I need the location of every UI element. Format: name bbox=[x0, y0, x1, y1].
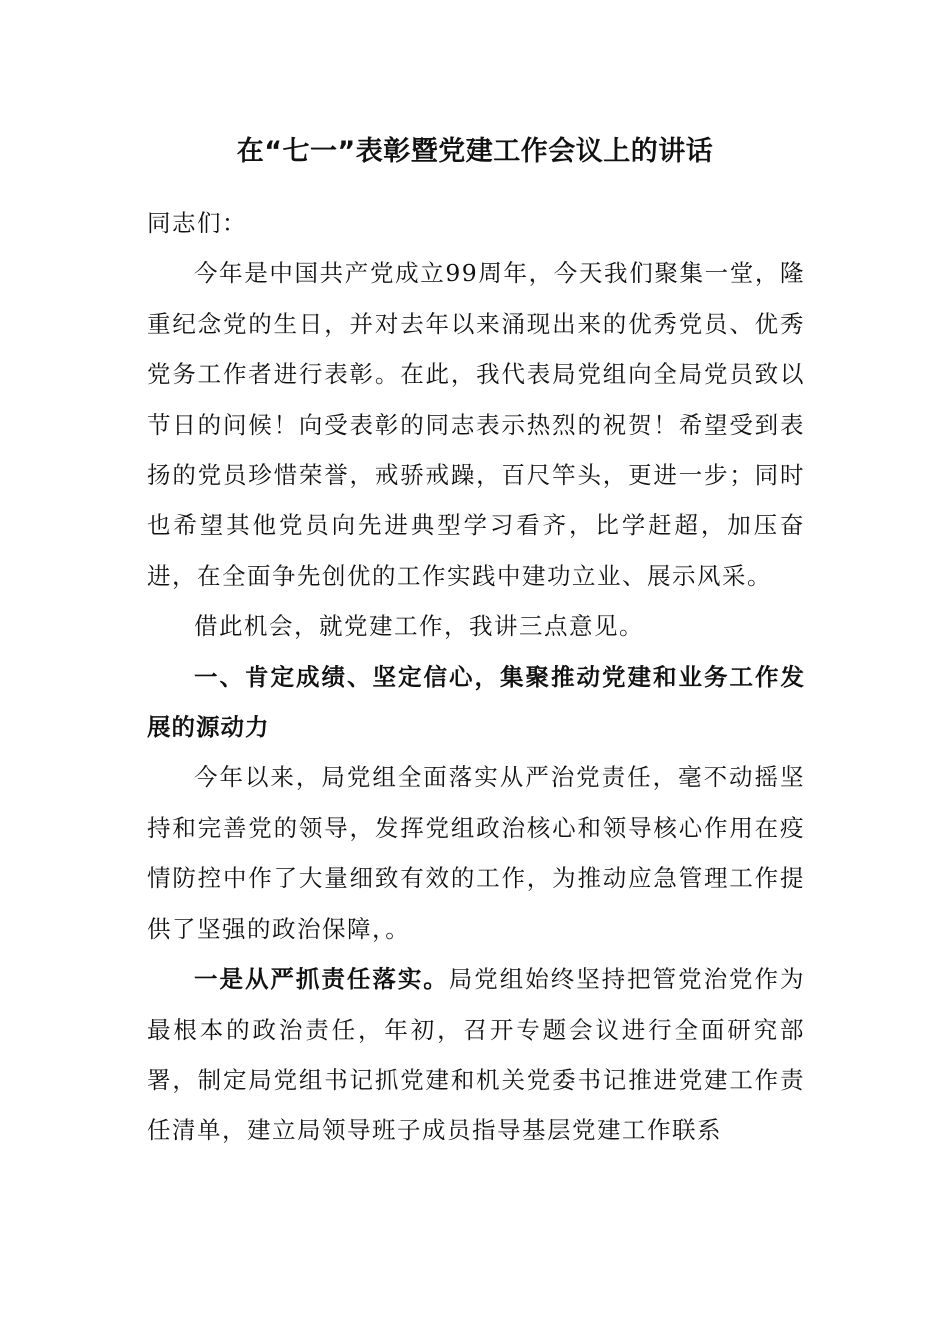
paragraph-intro: 今年是中国共产党成立99周年，今天我们聚集一堂，隆重纪念党的生日，并对去年以来涌现出来的优秀党员、优秀党务工作者进行表彰。在此，我代表局党组向全局党员致以节日的问候！向受表彰的同志表示热烈的祝贺！希望受到表扬的党员珍惜荣誉，戒骄戒躁，百尺竿头，更进一步；同时也希望其他党员向先进典型学习看齐，比学赶超，加压奋进，在全面争先创优的工作实践中建功立业、展示风采。 bbox=[147, 259, 805, 590]
paragraph-lead-phrase: 一是从严抓责任落实。 bbox=[194, 965, 449, 994]
salutation: 同志们： bbox=[147, 209, 247, 237]
document-title: 在“七一”表彰暨党建工作会议上的讲话 bbox=[236, 136, 714, 167]
paragraph-responsibility bbox=[147, 954, 805, 1156]
paragraph-transition: 借此机会，就党建工作，我讲三点意见。 bbox=[194, 612, 644, 641]
section-heading-1: 一、肯定成绩、坚定信心，集聚推动党建和业务工作发展的源动力 bbox=[147, 662, 805, 742]
document-body bbox=[147, 198, 805, 1156]
paragraph-achievements: 今年以来，局党组全面落实从严治党责任，毫不动摇坚持和完善党的领导，发挥党组政治核心和领导核心作用在疫情防控中作了大量细致有效的工作，为推动应急管理工作提供了坚强的政治保障，。 bbox=[147, 763, 805, 943]
paragraph-rest-text: 局党组始终坚持把管党治党作为最根本的政治责任，年初，召开专题会议进行全面研究部署，制定局党组书记抓党建和机关党委书记推进党建工作责任清单，建立局领导班子成员指导基层党建工作联系 bbox=[147, 965, 806, 1145]
